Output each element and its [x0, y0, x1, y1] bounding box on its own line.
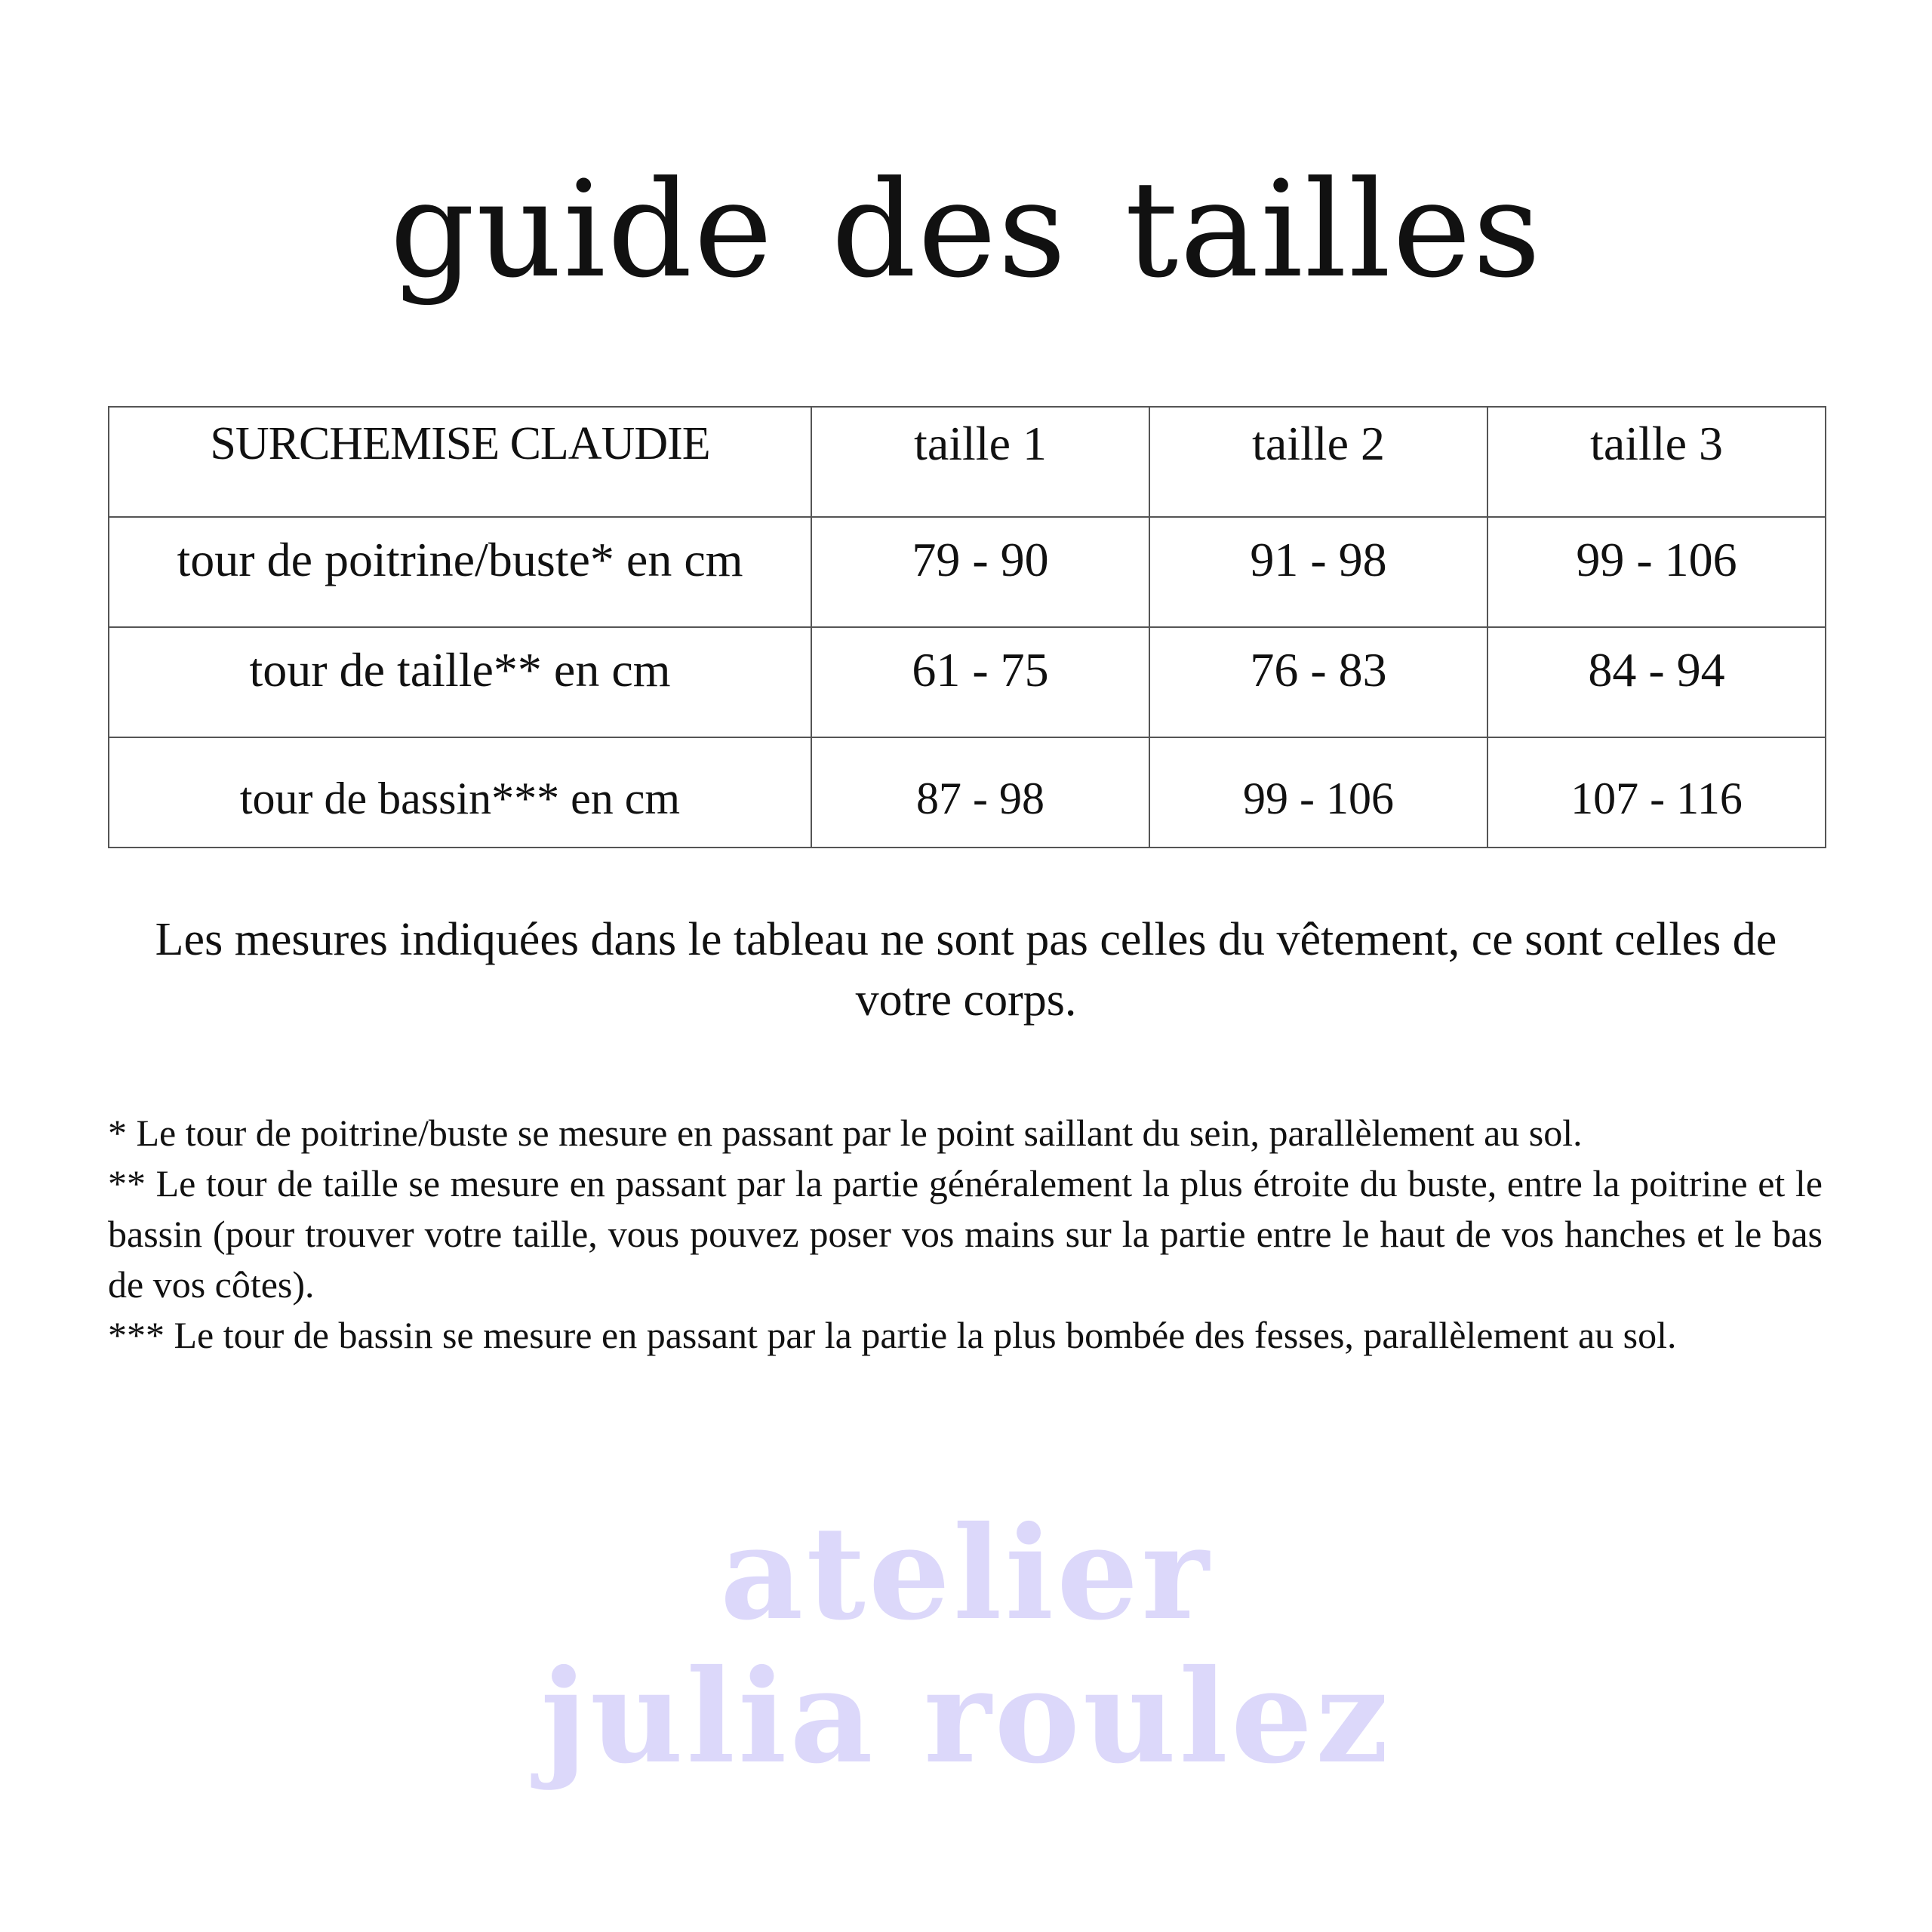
page-title: guide des tailles: [389, 152, 1543, 307]
table-header-cell: [1149, 407, 1487, 517]
row-value: 91 - 98: [1250, 533, 1387, 586]
footnote-poitrine: * Le tour de poitrine/buste se mesure en passant par le point saillant du sein, parallèlement au sol.: [108, 1112, 1583, 1154]
row-value: 79 - 90: [912, 533, 1049, 586]
table-cell: [1487, 737, 1826, 848]
table-cell: [109, 517, 811, 627]
table-cell: [1149, 517, 1487, 627]
row-value: 76 - 83: [1250, 643, 1387, 697]
table-cell: [1487, 517, 1826, 627]
table-cell: [811, 517, 1149, 627]
table-header-cell: [1487, 407, 1826, 517]
table-cell: [811, 737, 1149, 848]
table-cell: [1149, 737, 1487, 848]
row-value: 61 - 75: [912, 643, 1049, 697]
row-value: 87 - 98: [916, 774, 1044, 823]
table-cell: [811, 627, 1149, 737]
logo-line-2: julia roulez: [540, 1641, 1392, 1792]
table-cell: [109, 627, 811, 737]
row-value: 99 - 106: [1243, 774, 1394, 823]
table-cell: [109, 737, 811, 848]
row-label: tour de bassin*** en cm: [239, 774, 681, 823]
table-row: [109, 517, 1826, 627]
size-header-2: taille 2: [1252, 417, 1385, 470]
row-label: tour de taille** en cm: [249, 643, 671, 697]
footnote-taille: ** Le tour de taille se mesure en passant par la partie généralement la plus étroite du buste, entre la poitrine et le bassin (pour trouver votre taille, vous pouvez poser vos mains sur la partie entre le haut de vos hanches et le bas de vos côtes).: [108, 1162, 1823, 1306]
table-row: [109, 627, 1826, 737]
size-table: [108, 406, 1826, 848]
table-row: [109, 737, 1826, 848]
size-header-1: taille 1: [914, 417, 1047, 470]
table-header-row: [109, 407, 1826, 517]
table-cell: [1149, 627, 1487, 737]
table-header-label-cell: [109, 407, 811, 517]
logo-line-1: atelier: [720, 1498, 1212, 1649]
row-value: 84 - 94: [1588, 643, 1725, 697]
product-name: SURCHEMISE CLAUDIE: [210, 418, 710, 469]
table-header-cell: [811, 407, 1149, 517]
table-cell: [1487, 627, 1826, 737]
measurement-note: Les mesures indiquées dans le tableau ne sont pas celles du vêtement, ce sont celles de votre corps.: [155, 914, 1777, 1026]
footnote-bassin: *** Le tour de bassin se mesure en passant par la partie la plus bombée des fesses, parallèlement au sol.: [108, 1314, 1677, 1356]
row-label: tour de poitrine/buste* en cm: [177, 533, 743, 586]
row-value: 107 - 116: [1571, 774, 1743, 823]
size-header-3: taille 3: [1590, 417, 1723, 470]
row-value: 99 - 106: [1576, 533, 1737, 586]
footnotes: [108, 1108, 1823, 1361]
brand-logo: [0, 1498, 1932, 1792]
